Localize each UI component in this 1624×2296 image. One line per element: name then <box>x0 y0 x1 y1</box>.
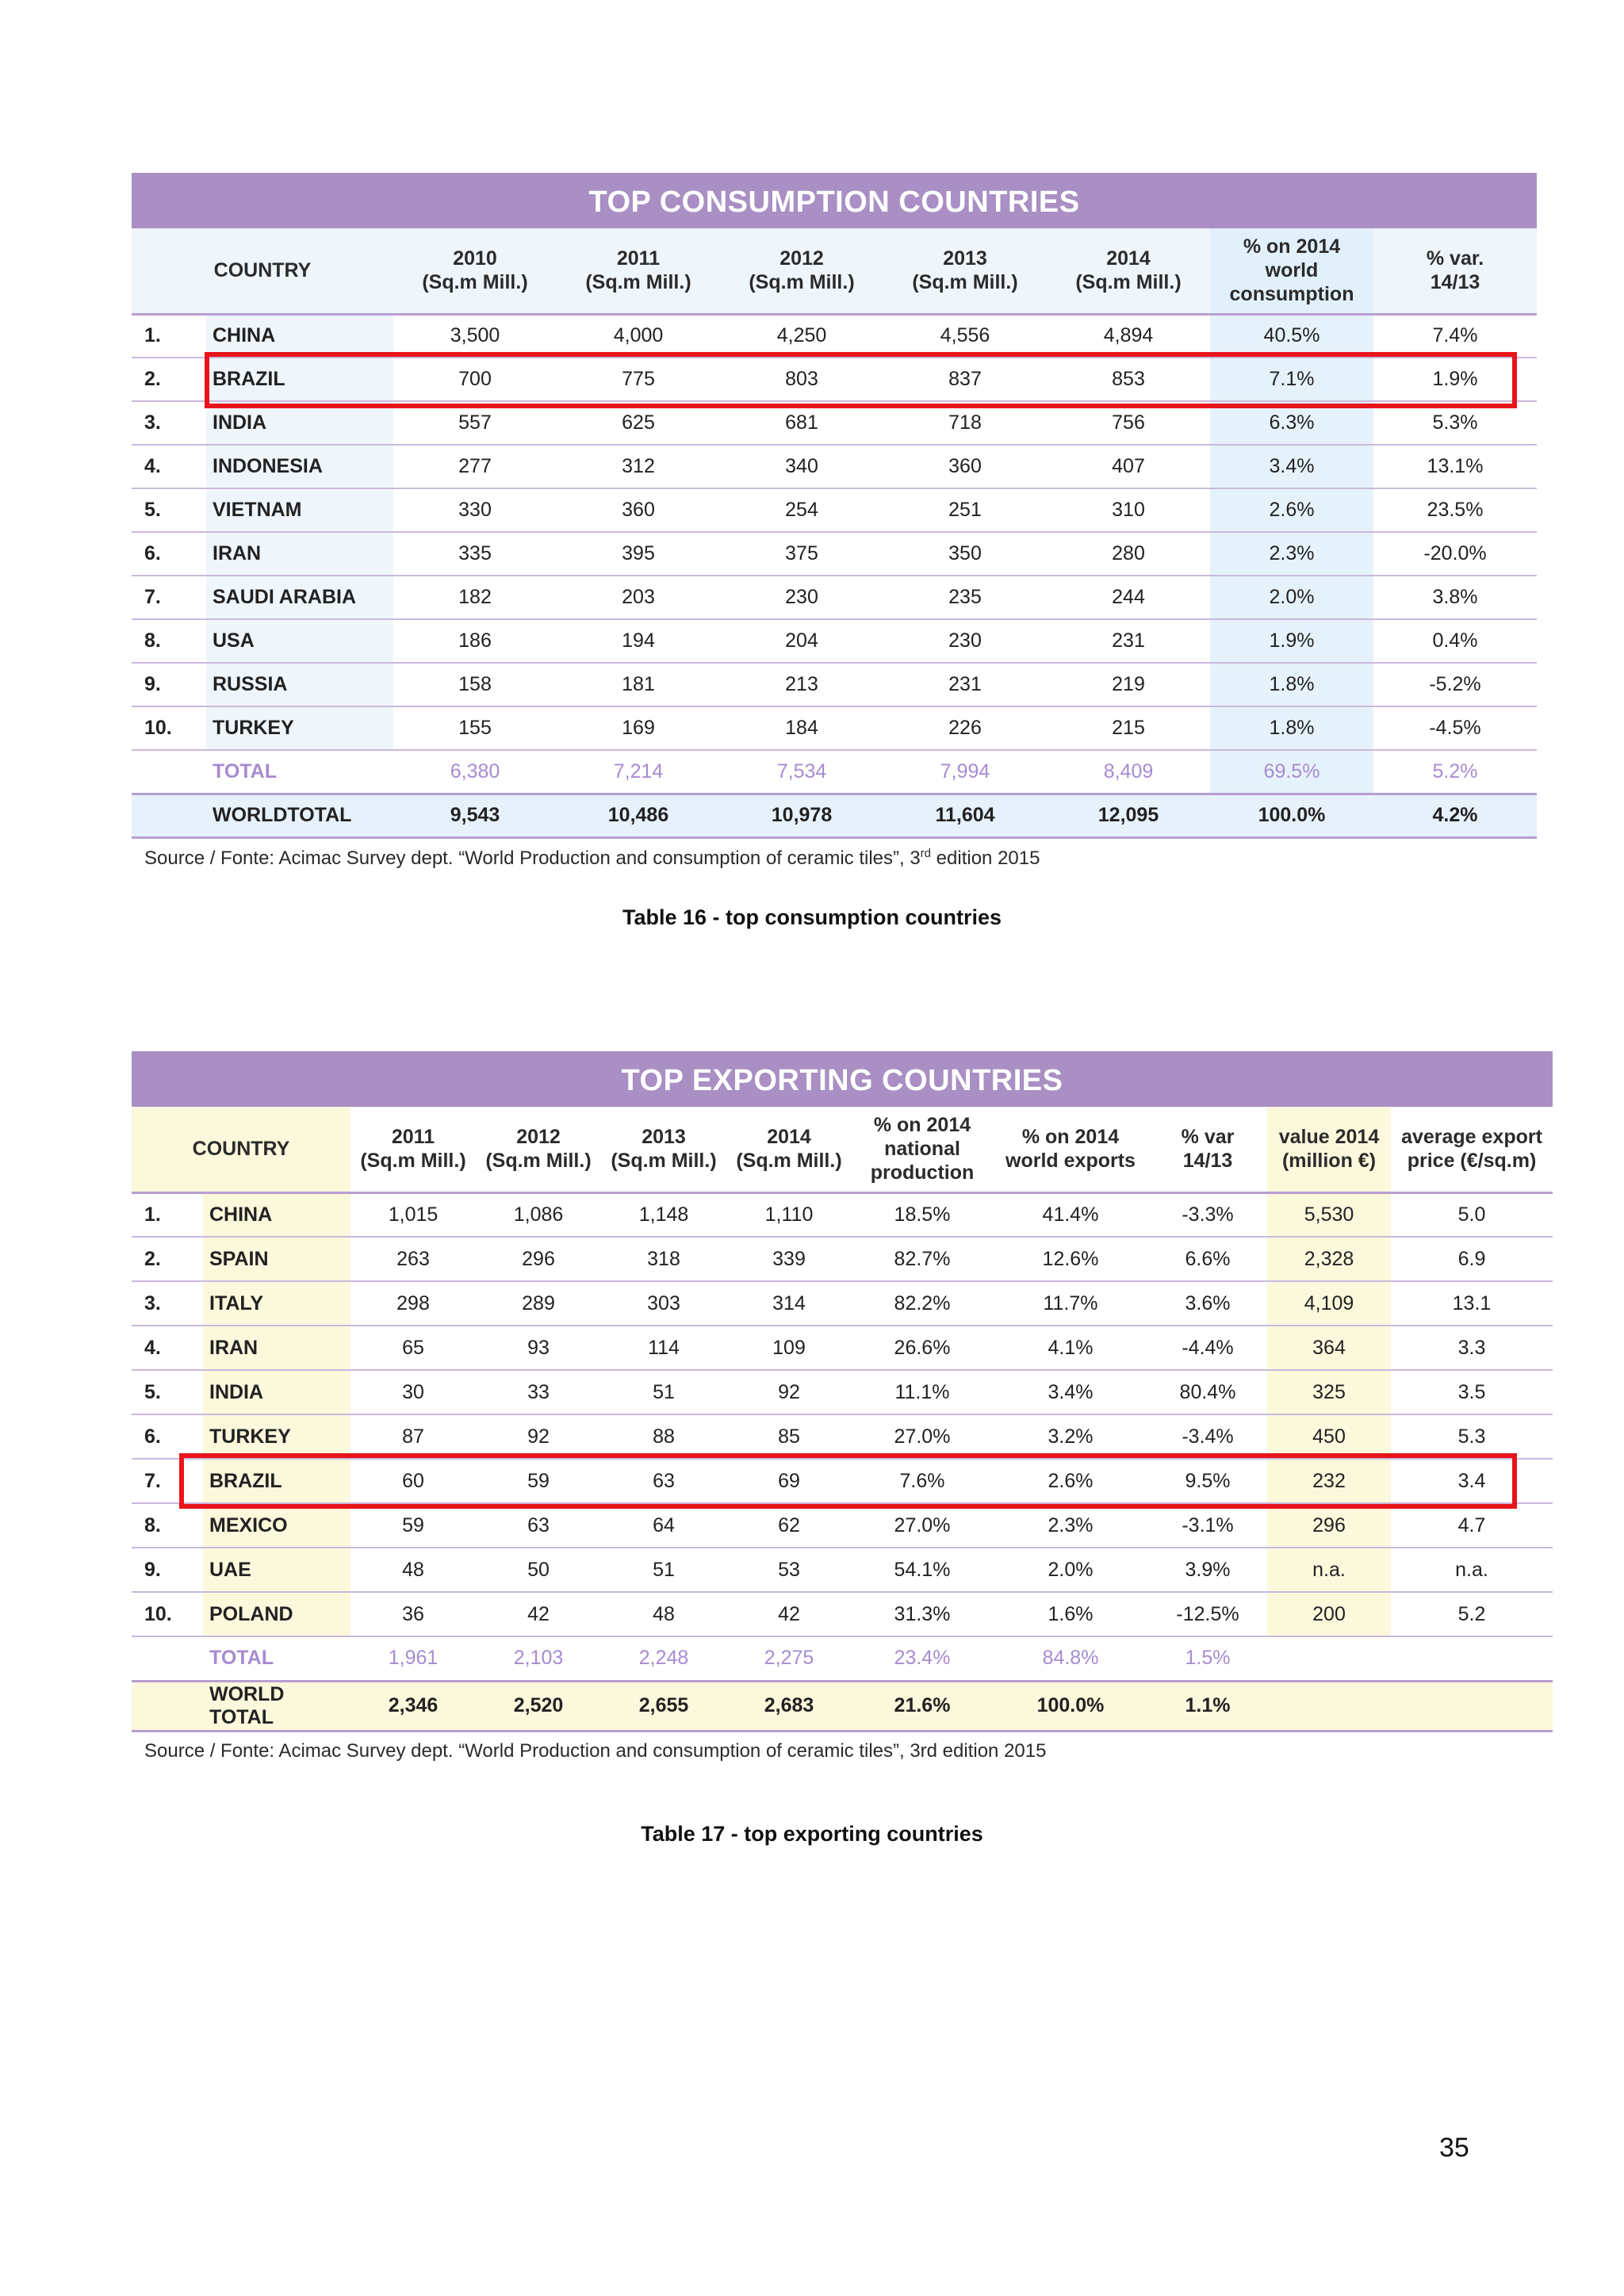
value-cell: 364 <box>1267 1326 1391 1370</box>
value-cell: 6.6% <box>1148 1237 1267 1281</box>
rank-cell: 7. <box>132 1459 203 1503</box>
value-cell: -5.2% <box>1373 663 1537 706</box>
value-cell: 4,109 <box>1267 1281 1391 1326</box>
header-country: COUNTRY <box>132 228 393 314</box>
value-cell: 2,248 <box>601 1636 726 1681</box>
value-cell: 27.0% <box>852 1414 993 1459</box>
rank-cell: 1. <box>132 314 206 358</box>
value-cell: 280 <box>1047 532 1210 576</box>
value-cell: n.a. <box>1391 1548 1553 1592</box>
table-title: TOP EXPORTING COUNTRIES <box>132 1051 1553 1107</box>
rank-cell: 3. <box>132 1281 203 1326</box>
value-cell: -3.1% <box>1148 1503 1267 1548</box>
table-row <box>132 1192 1553 1237</box>
value-cell: 310 <box>1047 488 1210 532</box>
value-cell: 30 <box>350 1370 476 1414</box>
value-cell: 1,015 <box>350 1192 476 1237</box>
value-cell: 84.8% <box>993 1636 1148 1681</box>
value-cell: 837 <box>883 358 1047 401</box>
value-cell: 3.4 <box>1391 1459 1553 1503</box>
value-cell: 230 <box>720 576 883 619</box>
value-cell: 48 <box>601 1592 726 1636</box>
value-cell: 3.6% <box>1148 1281 1267 1326</box>
value-cell: 3.5 <box>1391 1370 1553 1414</box>
value-cell: 11.1% <box>852 1370 993 1414</box>
value-cell: 395 <box>557 532 720 576</box>
value-cell: 5.3 <box>1391 1414 1553 1459</box>
country-cell: RUSSIA <box>206 663 393 706</box>
total-row <box>132 1636 1553 1681</box>
rank-cell: 9. <box>132 1548 203 1592</box>
value-cell: 54.1% <box>852 1548 993 1592</box>
header-2013: 2013 (Sq.m Mill.) <box>883 228 1047 314</box>
value-cell: 21.6% <box>852 1681 993 1731</box>
source-note: Source / Fonte: Acimac Survey dept. “World Production and consumption of ceramic tiles”, 3rd edition 2015 <box>144 1739 1047 1762</box>
value-cell: 69.5% <box>1210 750 1373 794</box>
total-row <box>132 750 1537 794</box>
value-cell: 1,086 <box>476 1192 601 1237</box>
value-cell: 230 <box>883 619 1047 663</box>
country-cell: IRAN <box>203 1326 350 1370</box>
header-share-national: % on 2014 national production <box>852 1107 993 1192</box>
value-cell: 5.3% <box>1373 401 1537 445</box>
value-cell: 11,604 <box>883 794 1047 837</box>
country-cell: BRAZIL <box>203 1459 350 1503</box>
value-cell: 360 <box>883 445 1047 488</box>
rank-cell: 7. <box>132 576 206 619</box>
value-cell: 23.5% <box>1373 488 1537 532</box>
value-cell: 2.0% <box>993 1548 1148 1592</box>
value-cell: 232 <box>1267 1459 1391 1503</box>
value-cell: 31.3% <box>852 1592 993 1636</box>
table-row <box>132 1237 1553 1281</box>
value-cell: 7.4% <box>1373 314 1537 358</box>
value-cell: 42 <box>726 1592 852 1636</box>
value-cell: 5.2% <box>1373 750 1537 794</box>
value-cell: 277 <box>393 445 557 488</box>
rank-cell <box>132 1636 203 1681</box>
value-cell: 40.5% <box>1210 314 1373 358</box>
table-row <box>132 488 1537 532</box>
value-cell: 298 <box>350 1281 476 1326</box>
value-cell: -4.5% <box>1373 706 1537 750</box>
value-cell: 1.6% <box>993 1592 1148 1636</box>
value-cell: 13.1% <box>1373 445 1537 488</box>
header-2010: 2010 (Sq.m Mill.) <box>393 228 557 314</box>
value-cell: 2.0% <box>1210 576 1373 619</box>
rank-cell: 2. <box>132 358 206 401</box>
rank-cell: 9. <box>132 663 206 706</box>
table-top-exporting <box>132 1051 1553 1762</box>
country-cell: BRAZIL <box>206 358 393 401</box>
value-cell: 1.8% <box>1210 706 1373 750</box>
value-cell: 7,534 <box>720 750 883 794</box>
rank-cell: 10. <box>132 706 206 750</box>
value-cell: 314 <box>726 1281 852 1326</box>
value-cell: 4,556 <box>883 314 1047 358</box>
value-cell: 182 <box>393 576 557 619</box>
country-cell: ITALY <box>203 1281 350 1326</box>
table-row <box>132 619 1537 663</box>
value-cell: 1.9% <box>1210 619 1373 663</box>
value-cell: 4.7 <box>1391 1503 1553 1548</box>
value-cell: 6.3% <box>1210 401 1373 445</box>
table-header-row <box>132 1107 1553 1192</box>
header-share-world-exports: % on 2014 world exports <box>993 1107 1148 1192</box>
country-cell: WORLD TOTAL <box>203 1681 350 1731</box>
value-cell <box>1391 1681 1553 1731</box>
rank-cell: 6. <box>132 532 206 576</box>
value-cell: 2,103 <box>476 1636 601 1681</box>
rank-cell: 4. <box>132 445 206 488</box>
value-cell: 213 <box>720 663 883 706</box>
rank-cell: 3. <box>132 401 206 445</box>
value-cell: 92 <box>726 1370 852 1414</box>
value-cell: 2.3% <box>993 1503 1148 1548</box>
value-cell: 59 <box>350 1503 476 1548</box>
header-2011: 2011 (Sq.m Mill.) <box>557 228 720 314</box>
value-cell: 251 <box>883 488 1047 532</box>
value-cell: 42 <box>476 1592 601 1636</box>
value-cell: 64 <box>601 1503 726 1548</box>
rank-cell: 5. <box>132 488 206 532</box>
value-cell: 82.2% <box>852 1281 993 1326</box>
world-row <box>132 1681 1553 1731</box>
value-cell: 51 <box>601 1548 726 1592</box>
country-cell: INDONESIA <box>206 445 393 488</box>
value-cell: 87 <box>350 1414 476 1459</box>
value-cell: 7.1% <box>1210 358 1373 401</box>
value-cell: 557 <box>393 401 557 445</box>
value-cell: 318 <box>601 1237 726 1281</box>
value-cell: 8,409 <box>1047 750 1210 794</box>
value-cell: -12.5% <box>1148 1592 1267 1636</box>
value-cell: 50 <box>476 1548 601 1592</box>
value-cell: 9,543 <box>393 794 557 837</box>
value-cell: n.a. <box>1267 1548 1391 1592</box>
table-row <box>132 1592 1553 1636</box>
value-cell: 718 <box>883 401 1047 445</box>
value-cell: 2,683 <box>726 1681 852 1731</box>
value-cell: 53 <box>726 1548 852 1592</box>
value-cell: 681 <box>720 401 883 445</box>
value-cell: 330 <box>393 488 557 532</box>
value-cell: 2,346 <box>350 1681 476 1731</box>
value-cell <box>1267 1636 1391 1681</box>
value-cell: 3.4% <box>1210 445 1373 488</box>
value-cell: 235 <box>883 576 1047 619</box>
value-cell: 82.7% <box>852 1237 993 1281</box>
value-cell: 4,250 <box>720 314 883 358</box>
value-cell: 59 <box>476 1459 601 1503</box>
value-cell: 2.6% <box>993 1459 1148 1503</box>
value-cell: 775 <box>557 358 720 401</box>
value-cell: 6,380 <box>393 750 557 794</box>
country-cell: SAUDI ARABIA <box>206 576 393 619</box>
value-cell: 4,894 <box>1047 314 1210 358</box>
table-caption: Table 17 - top exporting countries <box>641 1822 983 1846</box>
value-cell: 289 <box>476 1281 601 1326</box>
world-row <box>132 794 1537 837</box>
value-cell: 325 <box>1267 1370 1391 1414</box>
country-cell: INDIA <box>203 1370 350 1414</box>
country-cell: MEXICO <box>203 1503 350 1548</box>
value-cell: 6.9 <box>1391 1237 1553 1281</box>
value-cell: 10,978 <box>720 794 883 837</box>
value-cell: 27.0% <box>852 1503 993 1548</box>
value-cell: 1,110 <box>726 1192 852 1237</box>
header-2014: 2014 (Sq.m Mill.) <box>1047 228 1210 314</box>
table-row <box>132 663 1537 706</box>
value-cell: 100.0% <box>1210 794 1373 837</box>
value-cell: 2,655 <box>601 1681 726 1731</box>
value-cell: 5.2 <box>1391 1592 1553 1636</box>
value-cell: 203 <box>557 576 720 619</box>
value-cell: 1.1% <box>1148 1681 1267 1731</box>
value-cell: 200 <box>1267 1592 1391 1636</box>
value-cell: 407 <box>1047 445 1210 488</box>
value-cell: 756 <box>1047 401 1210 445</box>
value-cell: 339 <box>726 1237 852 1281</box>
value-cell: 296 <box>476 1237 601 1281</box>
value-cell: 26.6% <box>852 1326 993 1370</box>
value-cell: 62 <box>726 1503 852 1548</box>
value-cell: 2,275 <box>726 1636 852 1681</box>
value-cell: 625 <box>557 401 720 445</box>
country-cell: TOTAL <box>203 1636 350 1681</box>
value-cell: 12,095 <box>1047 794 1210 837</box>
table-header-row <box>132 228 1537 314</box>
header-value: value 2014 (million €) <box>1267 1107 1391 1192</box>
value-cell: 1,961 <box>350 1636 476 1681</box>
value-cell: 23.4% <box>852 1636 993 1681</box>
country-cell: VIETNAM <box>206 488 393 532</box>
value-cell: 1.9% <box>1373 358 1537 401</box>
value-cell: 296 <box>1267 1503 1391 1548</box>
table-row <box>132 532 1537 576</box>
value-cell: 7,994 <box>883 750 1047 794</box>
header-2014: 2014 (Sq.m Mill.) <box>726 1107 852 1192</box>
table-row <box>132 314 1537 358</box>
value-cell: 100.0% <box>993 1681 1148 1731</box>
value-cell: 3.2% <box>993 1414 1148 1459</box>
value-cell: 226 <box>883 706 1047 750</box>
value-cell: 231 <box>1047 619 1210 663</box>
value-cell: 340 <box>720 445 883 488</box>
table-row <box>132 1281 1553 1326</box>
country-cell: POLAND <box>203 1592 350 1636</box>
value-cell: 7,214 <box>557 750 720 794</box>
brazil-highlight-box <box>179 1453 1517 1509</box>
value-cell: 2,328 <box>1267 1237 1391 1281</box>
header-country: COUNTRY <box>132 1107 350 1192</box>
header-var: % var. 14/13 <box>1373 228 1537 314</box>
header-share-world: % on 2014 world consumption <box>1210 228 1373 314</box>
value-cell: 63 <box>601 1459 726 1503</box>
value-cell: 13.1 <box>1391 1281 1553 1326</box>
value-cell: 375 <box>720 532 883 576</box>
value-cell: 2.6% <box>1210 488 1373 532</box>
value-cell: 194 <box>557 619 720 663</box>
value-cell: 85 <box>726 1414 852 1459</box>
table-row <box>132 1414 1553 1459</box>
value-cell: 4.1% <box>993 1326 1148 1370</box>
consumption-table <box>132 228 1537 839</box>
value-cell: 88 <box>601 1414 726 1459</box>
value-cell: -3.3% <box>1148 1192 1267 1237</box>
value-cell: 41.4% <box>993 1192 1148 1237</box>
page-number: 35 <box>1439 2133 1469 2163</box>
value-cell: 231 <box>883 663 1047 706</box>
value-cell: 63 <box>476 1503 601 1548</box>
country-cell: UAE <box>203 1548 350 1592</box>
value-cell: 1.8% <box>1210 663 1373 706</box>
value-cell: 4,000 <box>557 314 720 358</box>
value-cell <box>1267 1681 1391 1731</box>
table-row <box>132 1548 1553 1592</box>
rank-cell: 8. <box>132 619 206 663</box>
rank-cell: 8. <box>132 1503 203 1548</box>
rank-cell: 1. <box>132 1192 203 1237</box>
header-2012: 2012 (Sq.m Mill.) <box>476 1107 601 1192</box>
value-cell: 48 <box>350 1548 476 1592</box>
value-cell: 69 <box>726 1459 852 1503</box>
value-cell: 3,500 <box>393 314 557 358</box>
source-note: Source / Fonte: Acimac Survey dept. “World Production and consumption of ceramic tiles”, 3rd edition 2015 <box>144 846 1040 869</box>
value-cell: 158 <box>393 663 557 706</box>
value-cell: -20.0% <box>1373 532 1537 576</box>
header-avg-price: average export price (€/sq.m) <box>1391 1107 1553 1192</box>
country-cell: TURKEY <box>203 1414 350 1459</box>
value-cell: 350 <box>883 532 1047 576</box>
value-cell: 9.5% <box>1148 1459 1267 1503</box>
rank-cell: 5. <box>132 1370 203 1414</box>
table-row <box>132 706 1537 750</box>
value-cell: 5,530 <box>1267 1192 1391 1237</box>
table-row <box>132 1503 1553 1548</box>
table-row <box>132 576 1537 619</box>
country-cell: CHINA <box>203 1192 350 1237</box>
rank-cell: 4. <box>132 1326 203 1370</box>
value-cell: 204 <box>720 619 883 663</box>
table-title: TOP CONSUMPTION COUNTRIES <box>132 173 1537 228</box>
header-2012: 2012 (Sq.m Mill.) <box>720 228 883 314</box>
value-cell: 4.2% <box>1373 794 1537 837</box>
value-cell: 700 <box>393 358 557 401</box>
rank-cell <box>132 794 206 837</box>
value-cell: -4.4% <box>1148 1326 1267 1370</box>
country-cell: TOTAL <box>206 750 393 794</box>
value-cell: 312 <box>557 445 720 488</box>
value-cell: 33 <box>476 1370 601 1414</box>
value-cell: 219 <box>1047 663 1210 706</box>
country-cell: WORLDTOTAL <box>206 794 393 837</box>
table-row <box>132 1370 1553 1414</box>
value-cell: 93 <box>476 1326 601 1370</box>
value-cell: 5.0 <box>1391 1192 1553 1237</box>
value-cell: 303 <box>601 1281 726 1326</box>
value-cell: 169 <box>557 706 720 750</box>
rank-cell: 6. <box>132 1414 203 1459</box>
value-cell: 60 <box>350 1459 476 1503</box>
rank-cell <box>132 1681 203 1731</box>
country-cell: TURKEY <box>206 706 393 750</box>
value-cell: 3.3 <box>1391 1326 1553 1370</box>
brazil-highlight-box <box>205 352 1517 408</box>
country-cell: SPAIN <box>203 1237 350 1281</box>
value-cell: 3.4% <box>993 1370 1148 1414</box>
value-cell: -3.4% <box>1148 1414 1267 1459</box>
table-row <box>132 445 1537 488</box>
header-2011: 2011 (Sq.m Mill.) <box>350 1107 476 1192</box>
value-cell: 853 <box>1047 358 1210 401</box>
value-cell: 360 <box>557 488 720 532</box>
header-2013: 2013 (Sq.m Mill.) <box>601 1107 726 1192</box>
country-cell: INDIA <box>206 401 393 445</box>
rank-cell: 10. <box>132 1592 203 1636</box>
rank-cell: 2. <box>132 1237 203 1281</box>
value-cell: 36 <box>350 1592 476 1636</box>
exporting-table <box>132 1107 1553 1732</box>
value-cell: 1.5% <box>1148 1636 1267 1681</box>
value-cell: 65 <box>350 1326 476 1370</box>
value-cell: 0.4% <box>1373 619 1537 663</box>
value-cell: 2.3% <box>1210 532 1373 576</box>
table-caption: Table 16 - top consumption countries <box>622 905 1002 929</box>
value-cell: 109 <box>726 1326 852 1370</box>
value-cell: 7.6% <box>852 1459 993 1503</box>
value-cell: 12.6% <box>993 1237 1148 1281</box>
value-cell: 215 <box>1047 706 1210 750</box>
value-cell: 51 <box>601 1370 726 1414</box>
rank-cell <box>132 750 206 794</box>
country-cell: CHINA <box>206 314 393 358</box>
value-cell: 80.4% <box>1148 1370 1267 1414</box>
value-cell: 254 <box>720 488 883 532</box>
value-cell: 10,486 <box>557 794 720 837</box>
value-cell: 11.7% <box>993 1281 1148 1326</box>
table-top-consumption <box>132 173 1537 870</box>
value-cell: 803 <box>720 358 883 401</box>
value-cell: 18.5% <box>852 1192 993 1237</box>
value-cell: 184 <box>720 706 883 750</box>
value-cell: 181 <box>557 663 720 706</box>
value-cell: 244 <box>1047 576 1210 619</box>
value-cell: 263 <box>350 1237 476 1281</box>
value-cell: 155 <box>393 706 557 750</box>
country-cell: USA <box>206 619 393 663</box>
header-var: % var 14/13 <box>1148 1107 1267 1192</box>
value-cell: 450 <box>1267 1414 1391 1459</box>
value-cell: 3.9% <box>1148 1548 1267 1592</box>
table-row <box>132 1326 1553 1370</box>
value-cell: 1,148 <box>601 1192 726 1237</box>
value-cell: 335 <box>393 532 557 576</box>
value-cell <box>1391 1636 1553 1681</box>
country-cell: IRAN <box>206 532 393 576</box>
value-cell: 114 <box>601 1326 726 1370</box>
value-cell: 3.8% <box>1373 576 1537 619</box>
value-cell: 2,520 <box>476 1681 601 1731</box>
value-cell: 92 <box>476 1414 601 1459</box>
value-cell: 186 <box>393 619 557 663</box>
